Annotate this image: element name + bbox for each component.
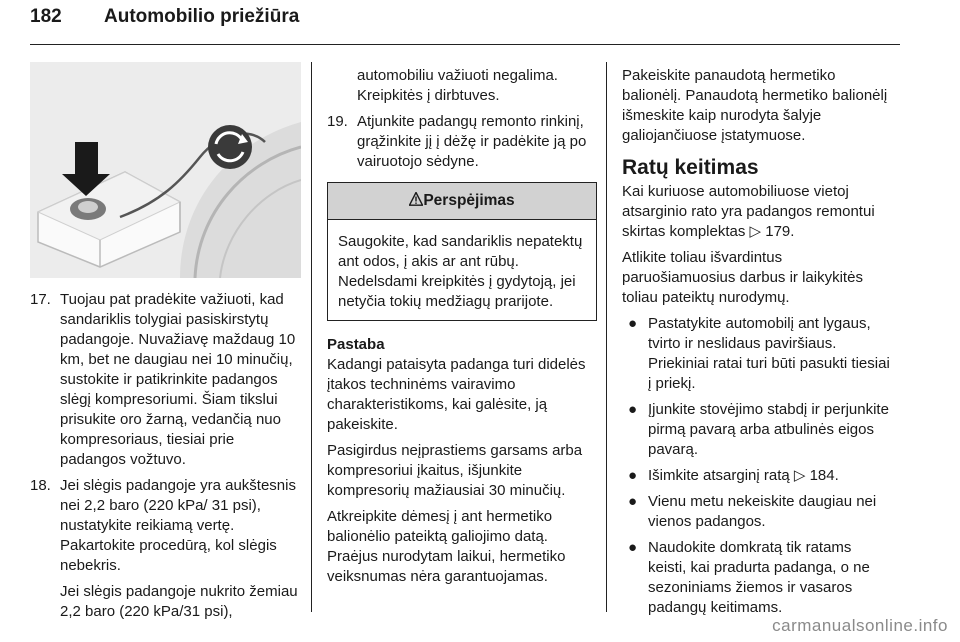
warning-box <box>327 182 597 321</box>
step-text: Jei slėgis padangoje nukrito žemiau 2,2 baro (220 kPa/31 psi), <box>60 583 298 620</box>
step-text: Atjunkite padangų remonto rinkinį, grąžinkite jį į dėžę ir padėkite ją po vairuotojo sėdyne. <box>357 113 587 170</box>
watermark: carmanualsonline.info <box>772 616 948 635</box>
step-18-end <box>327 66 597 106</box>
paragraph: Kai kuriuose automobiliuose vietoj atsarginio rato yra padangos remontui skirtas komplektas ▷ 179. <box>622 183 875 240</box>
step-17 <box>30 290 302 470</box>
step-number: 19. <box>327 113 348 130</box>
warning-title: Perspėjimas <box>423 192 515 209</box>
compressor-illustration <box>30 62 301 278</box>
bullet-icon: ● <box>628 401 638 418</box>
paragraph: Atkreipkite dėmesį į ant hermetiko balionėlio pateiktą galiojimo datą. Praėjus nurodytam laikui, hermetiko veiksnumas nėra garantuojamas. <box>327 508 566 585</box>
list-item: ● Pastatykite automobilį ant lygaus, tvirto ir neslidaus paviršiaus. Priekiniai ratai turi būti pasukti tiesiai į priekį. <box>622 314 890 394</box>
paragraph: Pakeiskite panaudotą hermetiko balionėlį. Panaudotą hermetiko balionėlį išmeskite kaip nurodyta šalyje galiojančiuose įstatymuose. <box>622 67 888 144</box>
bullet-icon: ● <box>628 467 638 484</box>
left-column <box>30 290 302 622</box>
column-divider-1 <box>311 62 312 612</box>
right-column <box>622 66 890 618</box>
middle-column <box>327 66 597 587</box>
warning-triangle-icon <box>409 192 423 206</box>
figure-tire-repair-kit <box>30 62 301 278</box>
page-header <box>30 6 299 28</box>
section-heading: Ratų keitimas <box>622 156 759 179</box>
step-18 <box>30 476 302 576</box>
bullet-icon: ● <box>628 315 638 332</box>
step-text: Tuojau pat pradėkite važiuoti, kad sandariklis tolygiai pasiskirstytų padangoje. Nuvažiavę maždaug 10 km, bet ne daugiau nei 10 minučių, sustokite ir patikrinkite padangos slėgį kompresoriumi. Šiam tikslui prisukite oro žarną, vedančią nuo kompresoriaus, tiesiai prie padangos vožtuvo. <box>60 291 296 468</box>
column-divider-2 <box>606 62 607 612</box>
step-19 <box>327 112 597 172</box>
warning-header <box>328 183 596 220</box>
paragraph: Atlikite toliau išvardintus paruošiamuosius darbus ir laikykitės toliau pateiktų nurodymų. <box>622 249 863 306</box>
list-item: ● Išimkite atsarginį ratą ▷ 184. <box>622 466 890 486</box>
list-item: ● Vienu metu nekeiskite daugiau nei vienos padangos. <box>622 492 890 532</box>
step-number: 18. <box>30 477 51 494</box>
page-number: 182 <box>30 6 62 27</box>
step-18-continued <box>30 582 302 622</box>
page-title: Automobilio priežiūra <box>104 6 300 27</box>
bullet-icon: ● <box>628 493 638 510</box>
step-number: 17. <box>30 291 51 308</box>
paragraph: Pasigirdus neįprastiems garsams arba kompresoriui įkaitus, išjunkite kompresorių mažiausiai 30 minučių. <box>327 442 583 499</box>
list-item: ● Naudokite domkratą tik ratams keisti, kai pradurta padanga, o ne sezoniniams žiemos ir vasaros padangų keitimams. <box>622 538 890 618</box>
step-text: Jei slėgis padangoje yra aukštesnis nei 2,2 baro (220 kPa/ 31 psi), nustatykite reikiamą vertę. Pakartokite procedūrą, kol slėgis nebekris. <box>60 477 296 574</box>
note-title: Pastaba <box>327 336 385 353</box>
warning-text: Saugokite, kad sandariklis nepatektų ant odos, į akis ar ant rūbų. Nedelsdami kreipkitės į gydytoją, jei netyčia tokių medžiagų prarijote. <box>338 233 583 310</box>
note-text: Kadangi pataisyta padanga turi didelės įtakos techninėms vairavimo charakteristikoms, kai galėsite, ją pakeiskite. <box>327 356 586 433</box>
bullet-icon: ● <box>628 539 638 556</box>
list-item: ● Įjunkite stovėjimo stabdį ir perjunkite pirmą pavarą arba atbulinės eigos pavarą. <box>622 400 890 460</box>
header-rule <box>30 44 900 45</box>
step-text: automobiliu važiuoti negalima. Kreipkitės į dirbtuves. <box>357 67 558 104</box>
